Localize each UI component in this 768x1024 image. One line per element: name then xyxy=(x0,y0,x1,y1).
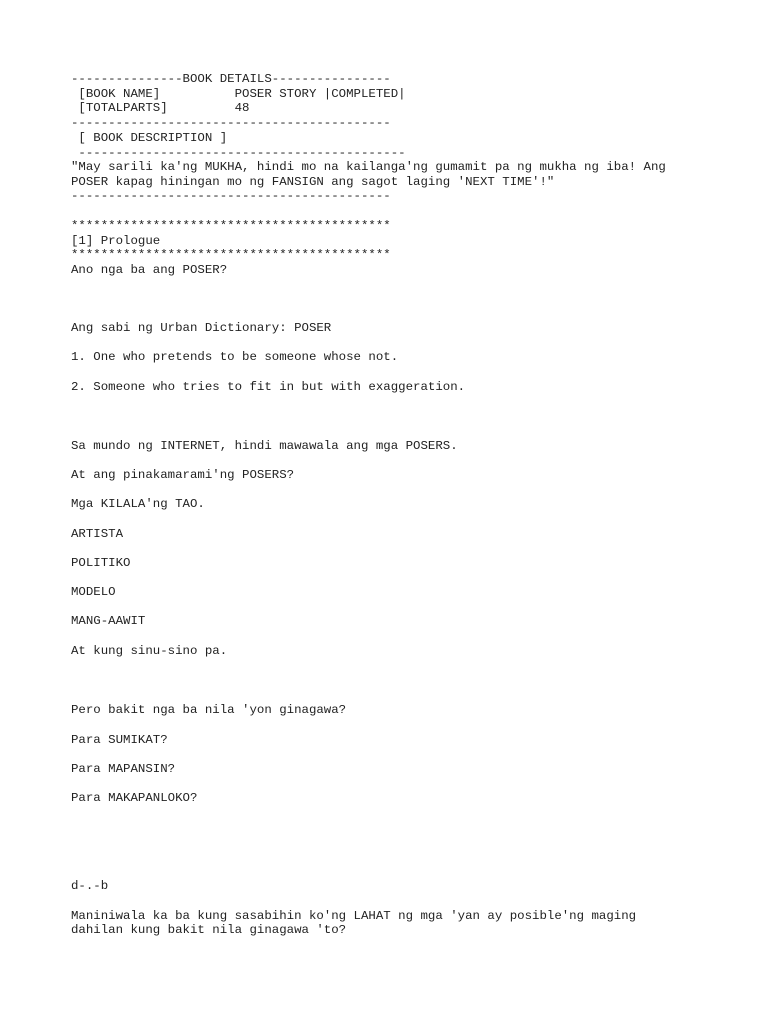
body-text-line: At kung sinu-sino pa. xyxy=(71,644,228,658)
body-text-line: 2. Someone who tries to fit in but with exaggeration. xyxy=(71,380,466,394)
body-text-line: MANG-AAWIT xyxy=(71,614,146,628)
body-text-line: 1. One who pretends to be someone whose not. xyxy=(71,350,399,364)
asterisk-divider: ******************************************* xyxy=(71,219,391,233)
chapter-title: [1] Prologue xyxy=(71,234,161,248)
body-text-line: d-.-b xyxy=(71,879,109,893)
body-text-line: Sa mundo ng INTERNET, hindi mawawala ang mga POSERS. xyxy=(71,439,458,453)
book-description-header: [ BOOK DESCRIPTION ] xyxy=(71,131,228,145)
body-text-line: Para MAPANSIN? xyxy=(71,762,176,776)
body-text-line: Para SUMIKAT? xyxy=(71,733,168,747)
total-parts-row: [TOTALPARTS] 48 xyxy=(71,101,250,115)
description-text-line: POSER kapag hiningan mo ng FANSIGN ang sagot laging 'NEXT TIME'!" xyxy=(71,175,555,189)
body-text-line: dahilan kung bakit nila ginagawa 'to? xyxy=(71,923,347,937)
book-details-header: ---------------BOOK DETAILS---------------- xyxy=(71,72,391,86)
body-text-line: POLITIKO xyxy=(71,556,131,570)
body-text-line: Ano nga ba ang POSER? xyxy=(71,263,228,277)
body-text-line: Mga KILALA'ng TAO. xyxy=(71,497,205,511)
divider-line: ------------------------------------------- xyxy=(71,189,391,203)
body-text-line: Ang sabi ng Urban Dictionary: POSER xyxy=(71,321,332,335)
body-text-line: Para MAKAPANLOKO? xyxy=(71,791,198,805)
body-text-line: MODELO xyxy=(71,585,116,599)
body-text-line: ARTISTA xyxy=(71,527,124,541)
asterisk-divider: ******************************************* xyxy=(71,248,391,262)
description-text-line: "May sarili ka'ng MUKHA, hindi mo na kailanga'ng gumamit pa ng mukha ng iba! Ang xyxy=(71,160,666,174)
body-text-line: At ang pinakamarami'ng POSERS? xyxy=(71,468,295,482)
book-name-row: [BOOK NAME] POSER STORY |COMPLETED| xyxy=(71,87,406,101)
body-text-line: Maniniwala ka ba kung sasabihin ko'ng LAHAT ng mga 'yan ay posible'ng maging xyxy=(71,909,637,923)
divider-line: -------------------------------------------- xyxy=(71,146,406,160)
divider-line: ------------------------------------------- xyxy=(71,116,391,130)
body-text-line: Pero bakit nga ba nila 'yon ginagawa? xyxy=(71,703,347,717)
